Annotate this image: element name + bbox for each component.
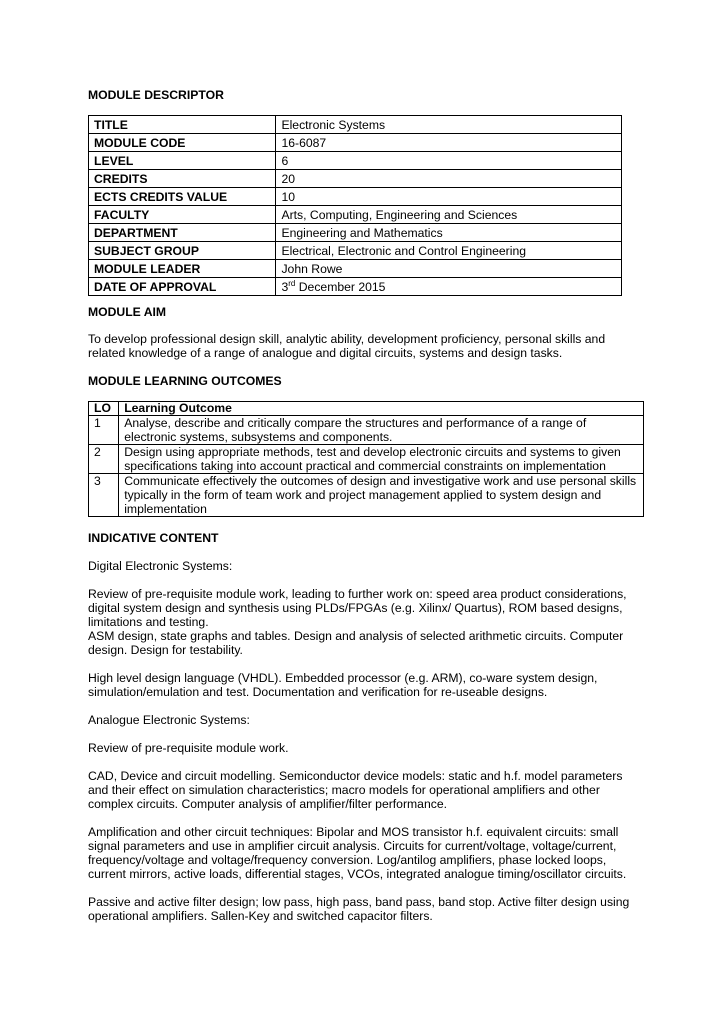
descriptor-value: Engineering and Mathematics bbox=[276, 224, 622, 242]
descriptor-row bbox=[89, 242, 622, 260]
descriptor-key: DEPARTMENT bbox=[89, 224, 276, 242]
lo-number: 2 bbox=[89, 445, 119, 474]
content-paragraph: Review of pre-requisite module work. bbox=[88, 741, 289, 755]
descriptor-key: MODULE LEADER bbox=[89, 260, 276, 278]
approval-month-year: December 2015 bbox=[295, 280, 386, 294]
indicative-content-heading: INDICATIVE CONTENT bbox=[88, 531, 219, 545]
learning-outcomes-heading: MODULE LEARNING OUTCOMES bbox=[88, 374, 282, 388]
descriptor-key: DATE OF APPROVAL bbox=[89, 278, 276, 296]
descriptor-table bbox=[88, 115, 622, 296]
content-paragraph: Review of pre-requisite module work, leading to further work on: speed area product considerations, digital system design and synthesis using PLDs/FPGAs (e.g. Xilinx/ Quartus), ROM based designs, limitations and testing. bbox=[88, 587, 627, 629]
approval-date bbox=[276, 278, 622, 296]
descriptor-value: Electrical, Electronic and Control Engineering bbox=[276, 242, 622, 260]
descriptor-row bbox=[89, 152, 622, 170]
descriptor-value: John Rowe bbox=[276, 260, 622, 278]
descriptor-row bbox=[89, 188, 622, 206]
table-row bbox=[89, 474, 644, 517]
table-row bbox=[89, 416, 644, 445]
descriptor-key: LEVEL bbox=[89, 152, 276, 170]
approval-day: 3 bbox=[281, 280, 289, 294]
descriptor-row bbox=[89, 224, 622, 242]
table-header-row bbox=[89, 402, 644, 416]
module-aim-text: To develop professional design skill, analytic ability, development proficiency, personal skills and related knowledge of a range of analogue and digital circuits, systems and design tasks. bbox=[88, 332, 606, 360]
descriptor-row bbox=[89, 170, 622, 188]
content-paragraph: High level design language (VHDL). Embedded processor (e.g. ARM), co-ware system design, simulation/emulation and test. Documentation and verification for re-useable designs. bbox=[88, 671, 598, 699]
lo-text: Design using appropriate methods, test and develop electronic circuits and systems to given specifications taking into account practical and commercial constraints on implementation bbox=[119, 445, 644, 474]
descriptor-key: ECTS CREDITS VALUE bbox=[89, 188, 276, 206]
descriptor-value: Arts, Computing, Engineering and Sciences bbox=[276, 206, 622, 224]
descriptor-row bbox=[89, 260, 622, 278]
descriptor-value: 6 bbox=[276, 152, 622, 170]
outcome-column-header: Learning Outcome bbox=[119, 402, 644, 416]
lo-column-header: LO bbox=[89, 402, 119, 416]
content-paragraph: Digital Electronic Systems: bbox=[88, 559, 233, 573]
descriptor-value: 10 bbox=[276, 188, 622, 206]
table-row bbox=[89, 445, 644, 474]
content-paragraph: Passive and active filter design; low pass, high pass, band pass, band stop. Active filter design using operational amplifiers. Sallen-Key and switched capacitor filters. bbox=[88, 895, 630, 923]
descriptor-key: TITLE bbox=[89, 116, 276, 134]
descriptor-key: FACULTY bbox=[89, 206, 276, 224]
module-descriptor-heading: MODULE DESCRIPTOR bbox=[88, 88, 224, 102]
content-paragraph: Amplification and other circuit techniques: Bipolar and MOS transistor h.f. equivalent circuits: small signal parameters and use in amplifier circuit analysis. Circuits for current/voltage, voltage/current, frequency/voltage and voltage/frequency conversion. Log/antilog amplifiers, phase locked loops, current mirrors, active loads, differential stages, VCOs, integrated analogue timing/oscillator circuits. bbox=[88, 825, 627, 881]
descriptor-value: Electronic Systems bbox=[276, 116, 622, 134]
content-paragraph: CAD, Device and circuit modelling. Semiconductor device models: static and h.f. model parameters and their effect on simulation characteristics; macro models for operational amplifiers and other complex circuits. Computer analysis of amplifier/filter performance. bbox=[88, 769, 623, 811]
lo-text: Analyse, describe and critically compare the structures and performance of a range of electronic systems, subsystems and components. bbox=[119, 416, 644, 445]
descriptor-key: SUBJECT GROUP bbox=[89, 242, 276, 260]
descriptor-key: MODULE CODE bbox=[89, 134, 276, 152]
module-aim-heading: MODULE AIM bbox=[88, 305, 167, 319]
lo-number: 3 bbox=[89, 474, 119, 517]
descriptor-row bbox=[89, 278, 622, 296]
content-paragraph: ASM design, state graphs and tables. Design and analysis of selected arithmetic circuits. Computer design. Design for testability. bbox=[88, 629, 624, 657]
learning-outcomes-table bbox=[88, 401, 644, 517]
lo-text: Communicate effectively the outcomes of design and investigative work and use personal skills typically in the form of team work and project management applied to system design and implementation bbox=[119, 474, 644, 517]
content-paragraph: Analogue Electronic Systems: bbox=[88, 713, 250, 727]
lo-number: 1 bbox=[89, 416, 119, 445]
descriptor-value: 16-6087 bbox=[276, 134, 622, 152]
descriptor-row bbox=[89, 134, 622, 152]
descriptor-row bbox=[89, 206, 622, 224]
descriptor-row bbox=[89, 116, 622, 134]
descriptor-key: CREDITS bbox=[89, 170, 276, 188]
descriptor-value: 20 bbox=[276, 170, 622, 188]
approval-day-suffix: rd bbox=[288, 278, 296, 288]
